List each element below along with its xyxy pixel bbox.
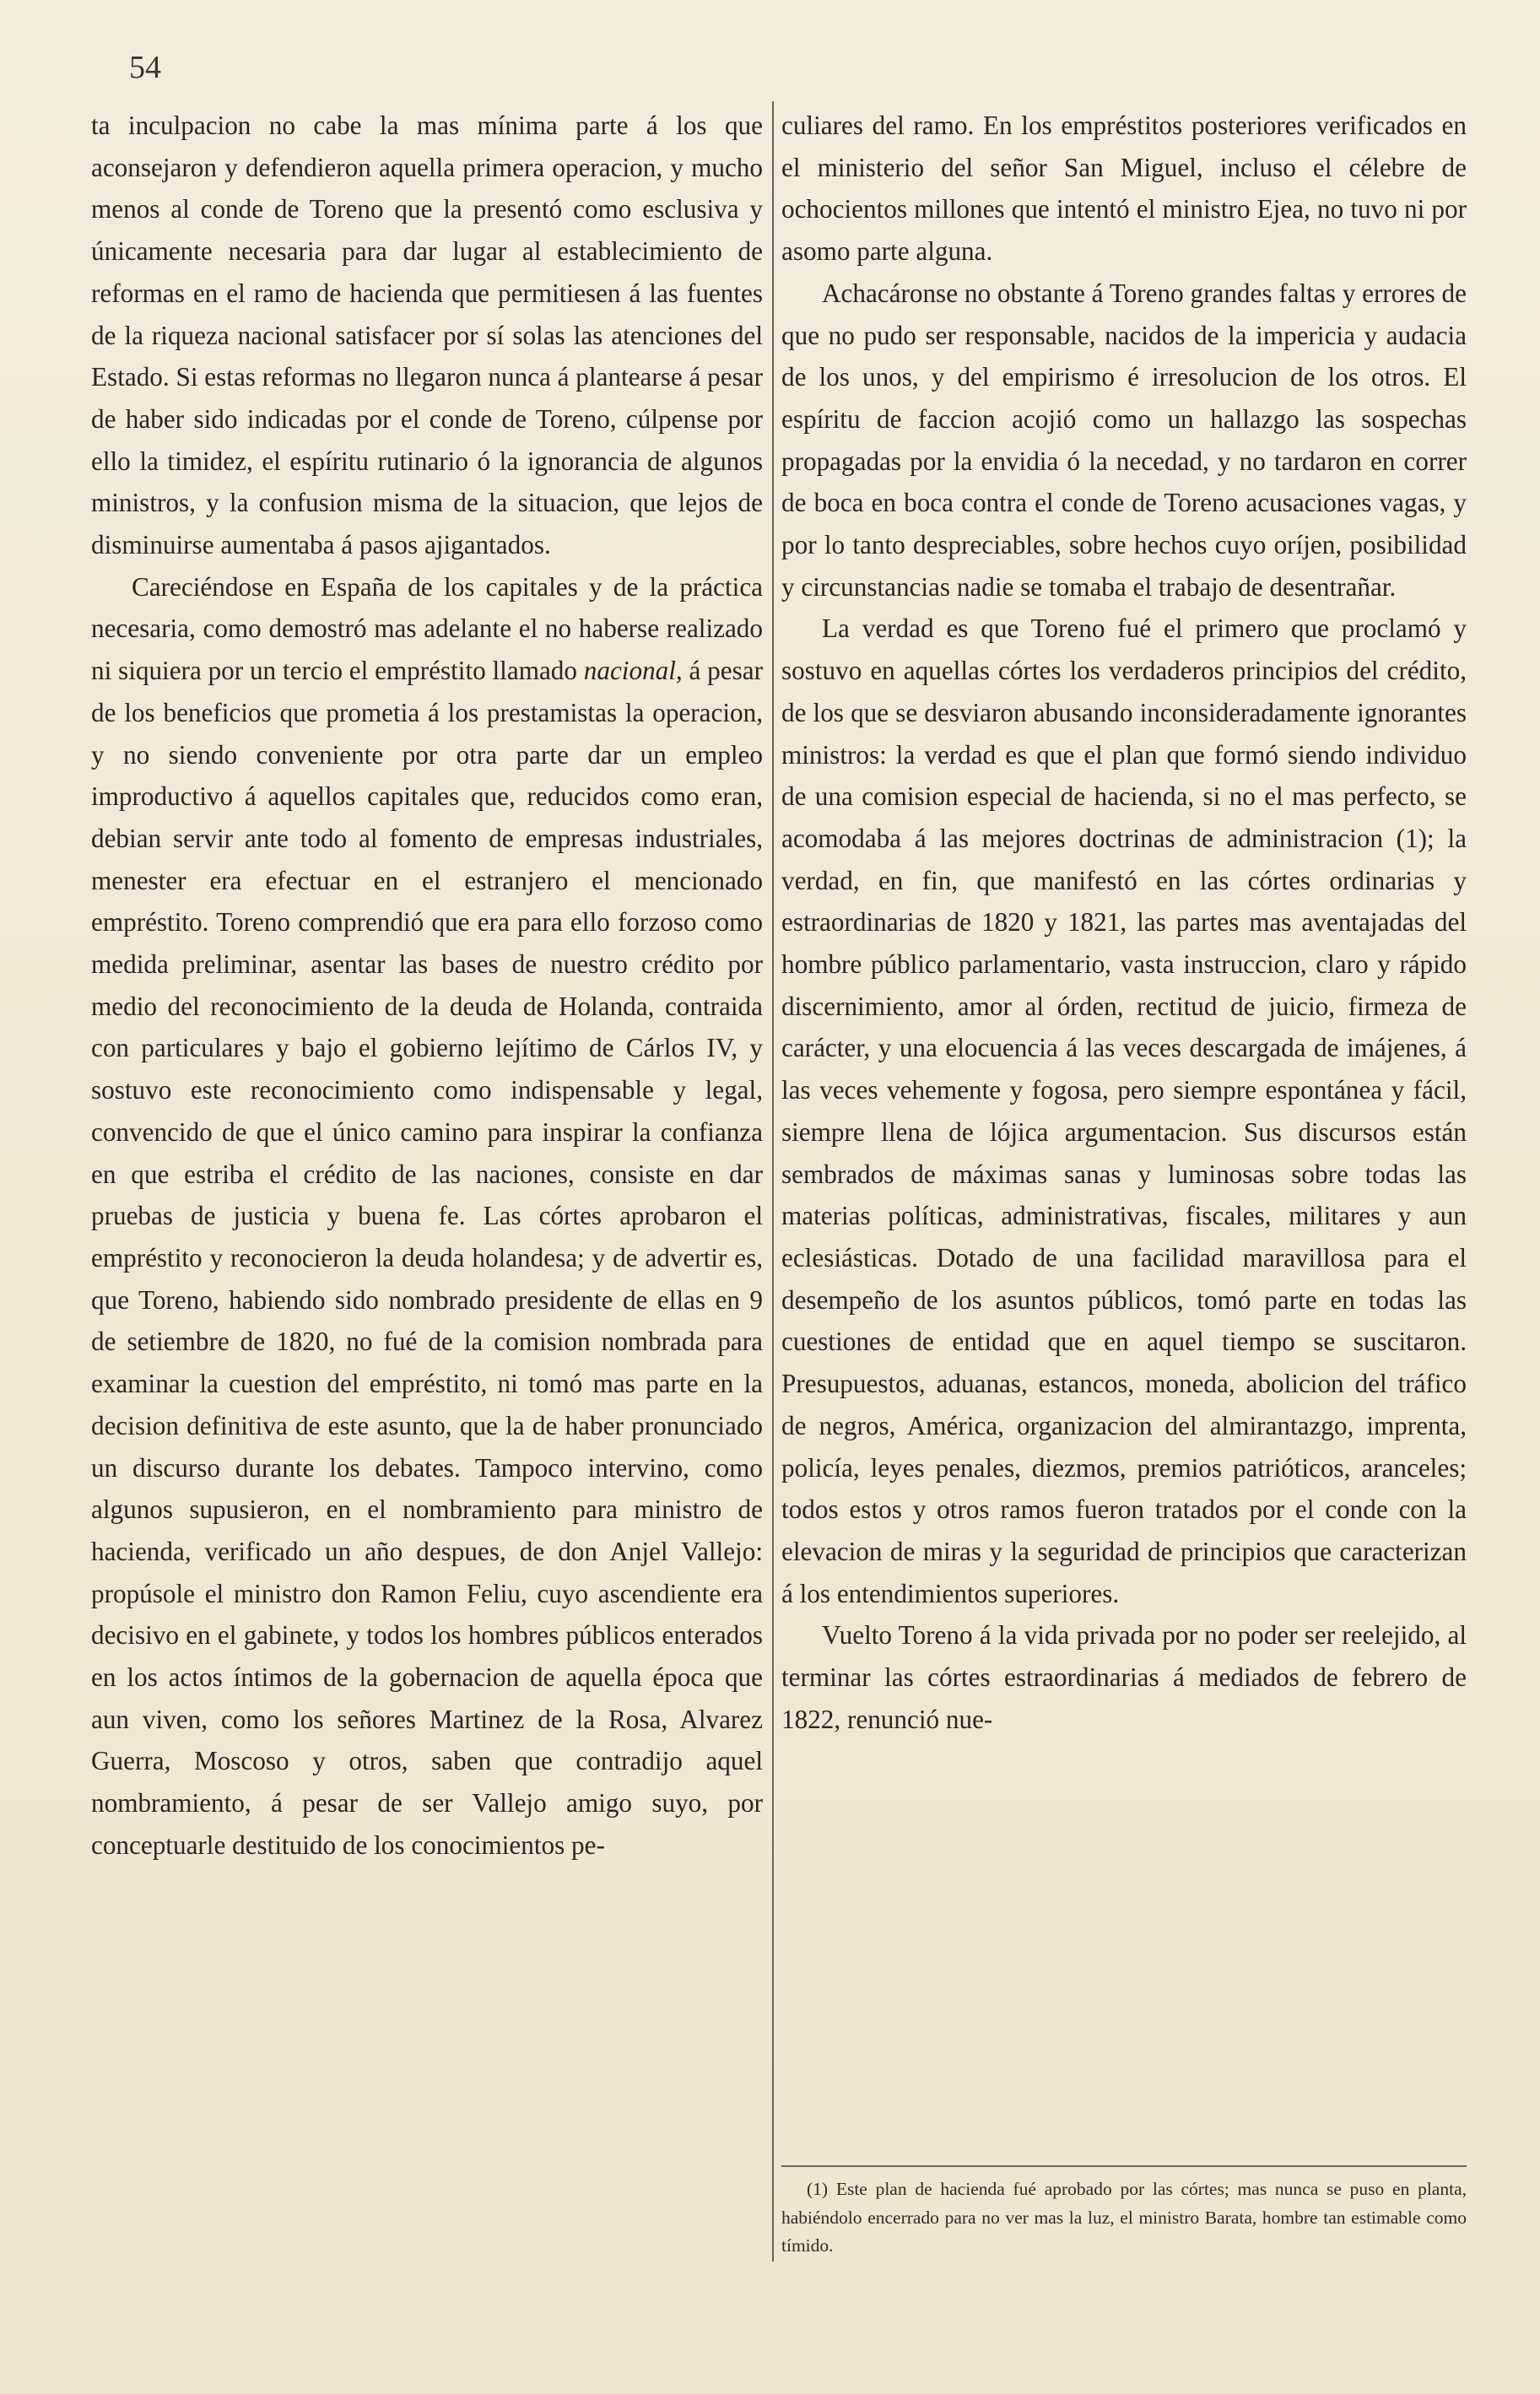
- footnote-rule: [781, 2165, 1467, 2167]
- paragraph: Vuelto Toreno á la vida privada por no poder ser reelejido, al terminar las córtes estraordinarias á mediados de febrero de 1822, renunció nue-: [781, 1620, 1467, 1734]
- paragraph: ta inculpacion no cabe la mas mínima parte á los que aconsejaron y defendieron aquella primera operacion, y mucho menos al conde de Toreno que la presentó como esclusiva y únicamente necesaria para dar lugar al establecimiento de reformas en el ramo de hacienda que permitiesen á las fuentes de la riqueza nacional satisfacer por sí solas las atenciones del Estado. Si estas reformas no llegaron nunca á plantearse á pesar de haber sido indicadas por el conde de Toreno, cúlpense por ello la timidez, el espíritu rutinario ó la ignorancia de algunos ministros, y la confusion misma de la situacion, que lejos de disminuirse aumentaba á pasos ajigantados.: [91, 111, 763, 560]
- paragraph: culiares del ramo. En los empréstitos posteriores verificados en el ministerio del señor San Miguel, incluso el célebre de ochocientos millones que intentó el ministro Ejea, no tuvo ni por asomo parte alguna.: [781, 111, 1467, 267]
- italic-term: nacional,: [583, 656, 683, 686]
- paragraph: [91, 566, 763, 1867]
- footnote: [781, 2175, 1467, 2261]
- paragraph: La verdad es que Toreno fué el primero que proclamó y sostuvo en aquellas córtes los verdaderos principios del crédito, de los que se desviaron abusando inconsideradamente ignorantes ministros: la verdad es que el plan que formó siendo individuo de una comision especial de hacienda, si no el mas perfecto, se acomodaba á las mejores doctrinas de administracion (1); la verdad, en fin, que manifestó en las córtes ordinarias y estraordinarias de 1820 y 1821, las partes mas aventajadas del hombre público parlamentario, vasta instruccion, claro y rápido discernimiento, amor al órden, rectitud de juicio, firmeza de carácter, y una elocuencia á las veces descargada de imájenes, á las veces vehemente y fogosa, pero siempre espontánea y fácil, siempre llena de lójica argumentacion. Sus discursos están sembrados de máximas sanas y luminosas sobre todas las materias políticas, administrativas, fiscales, militares y aun eclesiásticas. Dotado de una facilidad maravillosa para el desempeño de los asuntos públicos, tomó parte en todas las cuestiones de entidad que en aquel tiempo se suscitaron. Presupuestos, aduanas, estancos, moneda, abolicion del tráfico de negros, América, organizacion del almirantazgo, imprenta, policía, leyes penales, diezmos, premios patrióticos, aranceles; todos estos y otros ramos fueron tratados por el conde con la elevacion de miras y la seguridad de principios que caracterizan á los entendimientos superiores.: [781, 613, 1467, 1608]
- paragraph-text: á pesar de los beneficios que prometia á los prestamistas la operacion, y no siendo conveniente por otra parte dar un empleo improductivo á aquellos capitales que, reducidos como eran, debian servir ante todo al fomento de empresas industriales, menester era efectuar en el estranjero el mencionado empréstito. Toreno comprendió que era para ello forzoso como medida preliminar, asentar las bases de nuestro crédito por medio del reconocimiento de la deuda de Holanda, contraida con particulares y bajo el gobierno lejítimo de Cárlos IV, y sostuvo este reconocimiento como indispensable y legal, convencido de que el único camino para inspirar la confianza en que estriba el crédito de las naciones, consiste en dar pruebas de justicia y buena fe. Las córtes aprobaron el empréstito y reconocieron la deuda holandesa; y de advertir es, que Toreno, habiendo sido nombrado presidente de ellas en 9 de setiembre de 1820, no fué de la comision nombrada para examinar la cuestion del empréstito, ni tomó mas parte en la decision definitiva de este asunto, que la de haber pronunciado un discurso durante los debates. Tampoco intervino, como algunos supusieron, en el nombramiento para ministro de hacienda, verificado un año despues, de don Anjel Vallejo: propúsole el ministro don Ramon Feliu, cuyo ascendiente era decisivo en el gabinete, y todos los hombres públicos enterados en los actos íntimos de la gobernacion de aquella época que aun viven, como los señores Martinez de la Rosa, Alvarez Guerra, Moscoso y otros, saben que contradijo aquel nombramiento, á pesar de ser Vallejo amigo suyo, por conceptuarle destituido de los conocimientos pe-: [91, 656, 763, 1860]
- left-column: [91, 105, 763, 1867]
- paragraph: Achacáronse no obstante á Toreno grandes faltas y errores de que no pudo ser responsable, nacidos de la impericia y audacia de los unos, y del empirismo é irresolucion de los otros. El espíritu de faccion acojió como un hallazgo las sospechas propagadas por la envidia ó la necedad, y no tardaron en correr de boca en boca contra el conde de Toreno acusaciones vagas, y por lo tanto despreciables, sobre hechos cuyo oríjen, posibilidad y circunstancias nadie se tomaba el trabajo de desentrañar.: [781, 278, 1467, 602]
- footnote-text: (1) Este plan de hacienda fué aprobado por las córtes; mas nunca se puso en planta, habiéndolo encerrado para no ver mas la luz, el ministro Barata, hombre tan estimable como tímido.: [781, 2179, 1467, 2256]
- paragraph-text: Careciéndose en España de los capitales y de la práctica necesaria, como demostró mas adelante el no haberse realizado ni siquiera por un tercio el empréstito llamado: [91, 571, 763, 686]
- page-number: 54: [129, 50, 161, 85]
- column-divider: [772, 101, 774, 2262]
- right-column: [781, 105, 1467, 1740]
